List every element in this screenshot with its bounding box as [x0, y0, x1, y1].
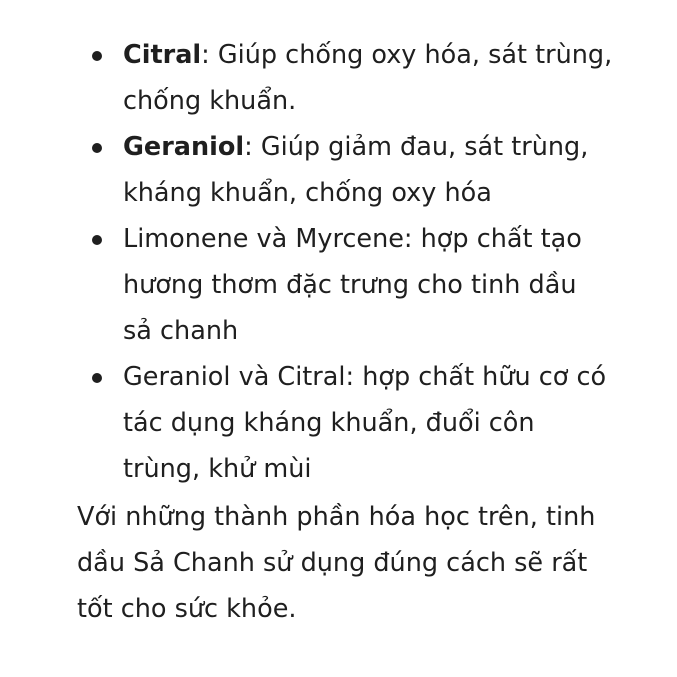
list-item-text: : Giúp giảm đau, sát trùng, kháng khuẩn, chống oxy hóa [123, 132, 589, 208]
ingredient-list [0, 32, 613, 492]
list-item-text: : Giúp chống oxy hóa, sát trùng, chống khuẩn. [123, 40, 613, 116]
summary-paragraph: Với những thành phần hóa học trên, tinh dầu Sả Chanh sử dụng đúng cách sẽ rất tốt cho sức khỏe. [77, 502, 596, 624]
list-item [123, 124, 613, 216]
list-item-term: Geraniol [123, 132, 245, 162]
list-item [123, 354, 613, 492]
list-item-text: Limonene và Myrcene: hợp chất tạo hương thơm đặc trưng cho tinh dầu sả chanh [123, 224, 582, 346]
list-item-text: Geraniol và Citral: hợp chất hữu cơ có tác dụng kháng khuẩn, đuổi côn trùng, khử mùi [123, 362, 607, 484]
list-item [123, 216, 613, 354]
list-item [123, 32, 613, 124]
list-item-term: Citral [123, 40, 202, 70]
